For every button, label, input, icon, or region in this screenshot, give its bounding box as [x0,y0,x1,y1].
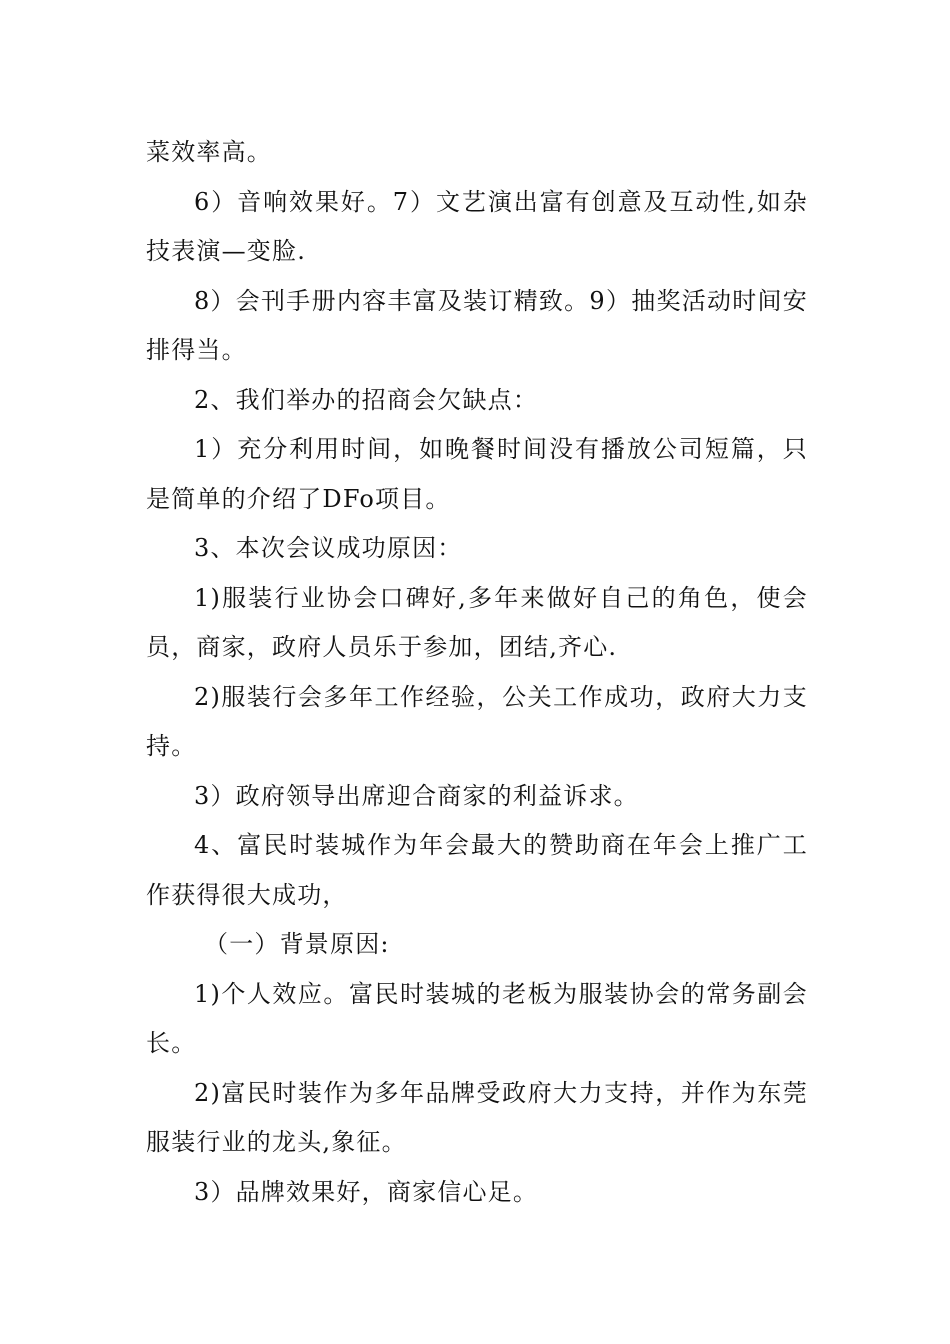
paragraph-11: 1)个人效应。富民时装城的老板为服装协会的常务副会长。 [146,979,808,1057]
paragraph-12: 2)富民时装作为多年品牌受政府大力支持，并作为东莞服装行业的龙头,象征。 [146,1078,808,1156]
paragraph-6: 1)服装行业协会口碑好,多年来做好自己的角色，使会员，商家，政府人员乐于参加，团结,齐心. [146,583,808,661]
paragraph-1: 6）音响效果好。7）文艺演出富有创意及互动性,如杂技表演—变脸. [146,187,808,265]
paragraph-10: （一）背景原因: [204,930,390,958]
paragraph-8: 3）政府领导出席迎合商家的利益诉求。 [194,781,639,810]
paragraph-13: 3）品牌效果好，商家信心足。 [194,1177,539,1206]
paragraph-7: 2)服装行会多年工作经验，公关工作成功，政府大力支持。 [146,682,808,760]
document-body [146,128,808,1217]
paragraph-5: 3、本次会议成功原因： [194,534,463,562]
paragraph-3: 2、我们举办的招商会欠缺点： [194,385,539,414]
paragraph-9: 4、富民时装城作为年会最大的赞助商在年会上推广工作获得很大成功， [146,831,808,909]
paragraph-2: 8）会刊手册内容丰富及装订精致。9）抽奖活动时间安排得当。 [146,286,808,364]
paragraph-4: 1）充分利用时间，如晚餐时间没有播放公司短篇，只是简单的介绍了DFo项目。 [146,435,808,513]
paragraph-0: 菜效率高。 [146,138,272,166]
